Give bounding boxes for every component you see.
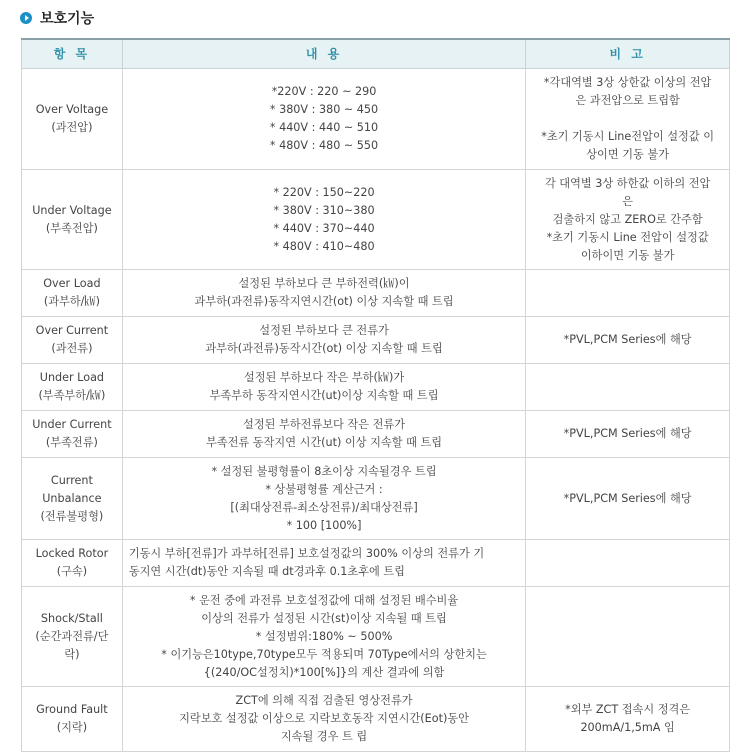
item-cell	[22, 69, 123, 170]
content-cell-line: * 220V : 150~220	[273, 185, 375, 199]
note-cell-line: *PVL,PCM Series에 해당	[563, 427, 692, 440]
content-cell-line: 지속될 경우 트 립	[280, 730, 368, 743]
item-cell-line: Current	[50, 473, 93, 487]
note-cell-line: *PVL,PCM Series에 해당	[563, 491, 692, 505]
content-cell-line: * 운전 중에 과전류 보호설정값에 대해 설정된 배수비율	[189, 593, 459, 607]
content-cell-line: 설정된 부하보다 큰 부하전력(㎾)이	[238, 277, 410, 290]
item-cell-line: (구속)	[56, 565, 88, 578]
content-cell	[122, 69, 525, 170]
item-cell-line: Locked Rotor	[35, 547, 109, 560]
table-row	[22, 458, 730, 540]
item-cell-line: (순간과전류/단	[35, 629, 109, 643]
note-cell-line: *초기 기동시 Line 전압이 설정값	[546, 230, 709, 244]
note-cell	[526, 540, 730, 587]
note-cell-line: 200mA/1,5mA 임	[580, 721, 675, 734]
protection-function-table	[21, 38, 730, 752]
content-cell-line: * 480V : 410~480	[273, 239, 375, 253]
item-cell	[22, 411, 123, 458]
table-row	[22, 170, 730, 270]
note-cell-line: 각 대역별 3상 하한값 이하의 전압	[544, 176, 711, 190]
item-cell-line: (지락)	[56, 721, 88, 734]
item-cell	[22, 587, 123, 687]
table-row	[22, 540, 730, 587]
item-cell-line: (전류불평형)	[40, 509, 104, 523]
note-cell-line: *PVL,PCM Series에 해당	[563, 333, 692, 346]
note-cell	[526, 317, 730, 364]
note-cell-line: *각대역별 3상 상한값 이상의 전압	[543, 76, 712, 89]
note-cell	[526, 69, 730, 170]
note-cell-line	[530, 110, 725, 128]
item-cell-line: Over Load	[43, 277, 101, 290]
note-cell-line: 이하이면 기동 불가	[580, 248, 675, 262]
content-cell-line: 기동시 부하[전류]가 과부하[전류] 보호설정값의 300% 이상의 전류가 기	[128, 547, 485, 560]
content-cell	[122, 687, 525, 752]
table-row	[22, 364, 730, 411]
content-cell-line: * 380V : 310~380	[273, 203, 375, 217]
content-cell-line: * 설정된 불평형률이 8초이상 지속될경우 트립	[211, 464, 437, 478]
arrow-bullet-icon	[20, 12, 32, 24]
item-cell-line: Shock/Stall	[40, 611, 103, 625]
table-header-row	[22, 39, 730, 69]
note-cell-line: 상이면 기동 불가	[586, 148, 670, 161]
item-cell-line: (부족부하/㎾)	[38, 389, 106, 402]
content-cell-line: 설정된 부하보다 큰 전류가	[259, 324, 389, 337]
item-cell-line: 락)	[64, 647, 80, 661]
table-row	[22, 69, 730, 170]
note-cell	[526, 587, 730, 687]
header-content: 내 용	[122, 39, 525, 69]
item-cell-line: Under Current	[32, 418, 112, 431]
item-cell	[22, 364, 123, 411]
header-item: 항 목	[22, 39, 123, 69]
item-cell	[22, 540, 123, 587]
note-cell	[526, 411, 730, 458]
content-cell-line: [(최대상전류-최소상전류)/최대상전류]	[230, 500, 418, 514]
content-cell-line: * 이기능은10type,70type모두 적용되며 70Type에서의 상한치는	[161, 647, 487, 661]
item-cell-line: (부족전류)	[45, 436, 98, 449]
item-cell-line: Under Load	[39, 371, 105, 384]
item-cell-line: (과전류)	[51, 342, 93, 355]
section-header	[20, 8, 94, 28]
content-cell-line: * 설정범위:180% ~ 500%	[255, 629, 393, 643]
item-cell-line: Ground Fault	[36, 703, 108, 716]
table-row	[22, 270, 730, 317]
content-cell-line: * 100 [100%]	[286, 518, 362, 532]
note-cell-line: 검출하지 않고 ZERO로 간주함	[552, 212, 703, 226]
content-cell-line: ZCT에 의해 직접 검출된 영상전류가	[235, 694, 413, 707]
table-row	[22, 687, 730, 752]
item-cell-line: Unbalance	[42, 491, 102, 505]
content-cell-line: * 380V : 380 ~ 450	[269, 103, 379, 116]
item-cell-line: Over Voltage	[35, 103, 109, 116]
note-cell	[526, 364, 730, 411]
content-cell-line: 설정된 부하보다 작은 부하(㎾)가	[243, 371, 405, 384]
note-cell-line: *외부 ZCT 접속시 정격은	[565, 703, 691, 716]
item-cell-line: (과전압)	[51, 121, 93, 134]
content-cell-line: 과부하(과전류)동작시간(ot) 이상 지속할 때 트립	[205, 342, 443, 355]
content-cell-line: * 440V : 440 ~ 510	[269, 121, 379, 134]
content-cell-line: 동지연 시간(dt)동안 지속될 때 dt경과후 0.1초후에 트립	[128, 565, 405, 578]
content-cell-line: *220V : 220 ~ 290	[271, 85, 377, 98]
item-cell-line: Under Voltage	[32, 203, 112, 217]
item-cell	[22, 270, 123, 317]
content-cell-line: {(240/OC설정치)*100[%]}의 계산 결과에 의함	[203, 665, 445, 679]
item-cell	[22, 170, 123, 270]
content-cell-line: 지락보호 설정값 이상으로 지락보호동작 지연시간(Eot)동안	[179, 712, 469, 725]
content-cell-line: * 440V : 370~440	[273, 221, 375, 235]
content-cell	[122, 170, 525, 270]
note-cell	[526, 270, 730, 317]
content-cell-line: 부족부하 동작지연시간(ut)이상 지속할 때 트립	[209, 389, 439, 402]
note-cell-line: 은	[622, 194, 634, 208]
content-cell	[122, 270, 525, 317]
note-cell	[526, 170, 730, 270]
table-row	[22, 587, 730, 687]
content-cell-line: * 상불평형률 계산근거 :	[265, 482, 383, 496]
content-cell	[122, 364, 525, 411]
note-cell	[526, 687, 730, 752]
content-cell	[122, 540, 525, 587]
content-cell	[122, 317, 525, 364]
item-cell	[22, 317, 123, 364]
content-cell-line: 부족전류 동작지연 시간(ut) 이상 지속할 때 트립	[206, 436, 443, 449]
content-cell	[122, 458, 525, 540]
content-cell-line: * 480V : 480 ~ 550	[269, 139, 379, 152]
note-cell-line: 은 과전압으로 트립함	[575, 94, 680, 107]
content-cell	[122, 411, 525, 458]
content-cell	[122, 587, 525, 687]
table-row	[22, 317, 730, 364]
content-cell-line: 과부하(과전류)동작지연시간(ot) 이상 지속할 때 트립	[194, 295, 454, 308]
content-cell-line: 이상의 전류가 설정된 시간(st)이상 지속될 때 트립	[201, 611, 447, 625]
item-cell	[22, 458, 123, 540]
item-cell-line: Over Current	[35, 324, 109, 337]
note-cell	[526, 458, 730, 540]
note-cell-line: *초기 기동시 Line전압이 설정값 이	[541, 130, 715, 143]
header-note: 비 고	[526, 39, 730, 69]
content-cell-line: 설정된 부하전류보다 작은 전류가	[243, 418, 406, 431]
item-cell-line: (부족전압)	[45, 221, 98, 235]
item-cell	[22, 687, 123, 752]
item-cell-line: (과부하/㎾)	[43, 295, 100, 308]
section-title: 보호기능	[40, 11, 95, 27]
table-row	[22, 411, 730, 458]
